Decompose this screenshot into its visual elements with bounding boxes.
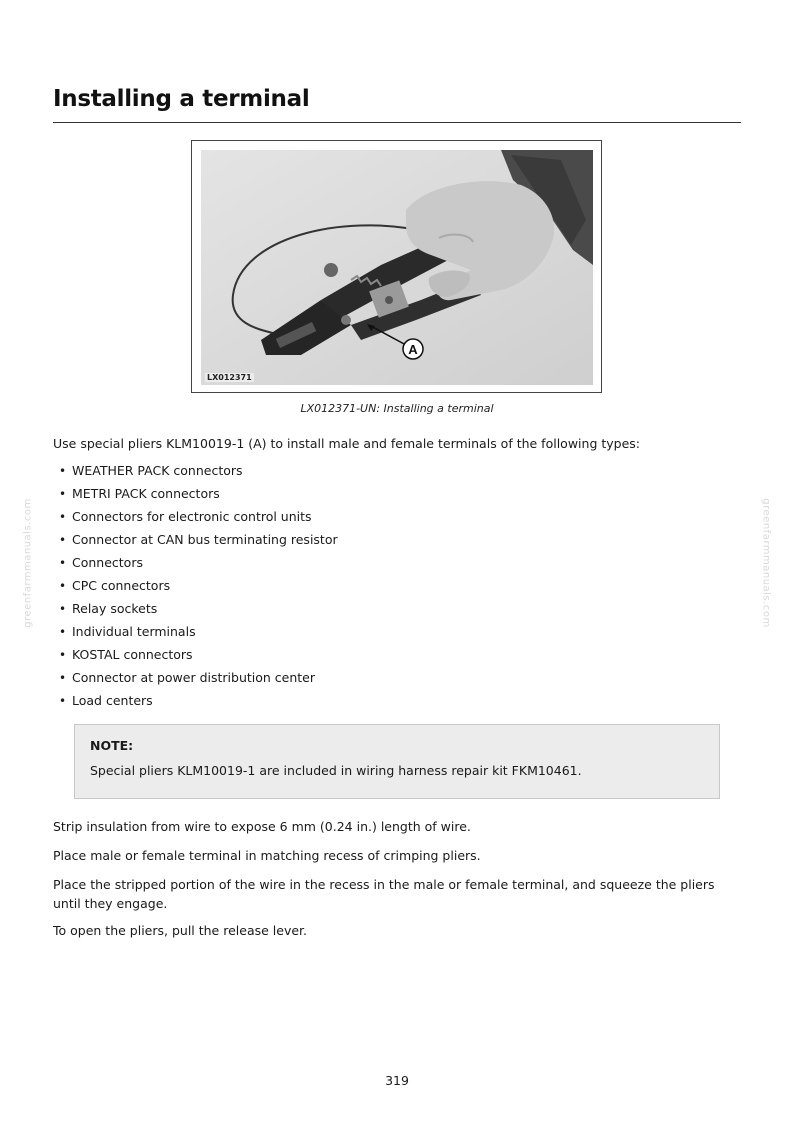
watermark-left: greenfarmmanuals.com [22, 498, 34, 628]
note-title: NOTE: [90, 738, 134, 753]
bullet: • [59, 579, 67, 593]
list-item: • WEATHER PACK connectors [58, 461, 338, 484]
intro-paragraph: Use special pliers KLM10019-1 (A) to install male and female terminals of the following types: [53, 436, 640, 451]
bullet: • [59, 625, 67, 639]
figure-caption: LX012371-UN: Installing a terminal [300, 402, 494, 415]
step-paragraph: Strip insulation from wire to expose 6 mm (0.24 in.) length of wire. [53, 819, 471, 834]
step-paragraph: Place male or female terminal in matching recess of crimping pliers. [53, 848, 481, 863]
bullet: • [59, 694, 67, 708]
list-item: • Individual terminals [58, 622, 338, 645]
step-paragraph: To open the pliers, pull the release lever. [53, 923, 307, 938]
list-item: • Connector at CAN bus terminating resistor [58, 530, 338, 553]
list-item: • Connectors [58, 553, 338, 576]
bullet: • [59, 510, 67, 524]
list-item: • Connectors for electronic control units [58, 507, 338, 530]
page-number: 319 [385, 1073, 409, 1088]
bullet: • [59, 556, 67, 570]
list-item: • KOSTAL connectors [58, 645, 338, 668]
list-item: • CPC connectors [58, 576, 338, 599]
connector-type-list [58, 461, 338, 714]
bullet: • [59, 671, 67, 685]
step-paragraph: Place the stripped portion of the wire in the recess in the male or female terminal, and squeeze the pliers until they engage. [53, 877, 715, 911]
bullet: • [59, 533, 67, 547]
crimping-pliers-photo [201, 150, 593, 385]
bullet: • [59, 464, 67, 478]
list-item: • Load centers [58, 691, 338, 714]
list-item: • Connector at power distribution center [58, 668, 338, 691]
figure-frame [191, 140, 602, 393]
callout-letter: A [408, 342, 418, 357]
note-box [74, 724, 720, 799]
pliers-illustration [201, 150, 593, 385]
bullet: • [59, 487, 67, 501]
list-item: • Relay sockets [58, 599, 338, 622]
watermark-right: greenfarmmanuals.com [760, 498, 772, 628]
bullet: • [59, 602, 67, 616]
title-divider [53, 122, 741, 123]
bullet: • [59, 648, 67, 662]
list-item: • METRI PACK connectors [58, 484, 338, 507]
page-title: Installing a terminal [53, 86, 310, 112]
note-text: Special pliers KLM10019-1 are included in wiring harness repair kit FKM10461. [90, 763, 582, 778]
figure-image-label: LX012371 [207, 373, 252, 382]
